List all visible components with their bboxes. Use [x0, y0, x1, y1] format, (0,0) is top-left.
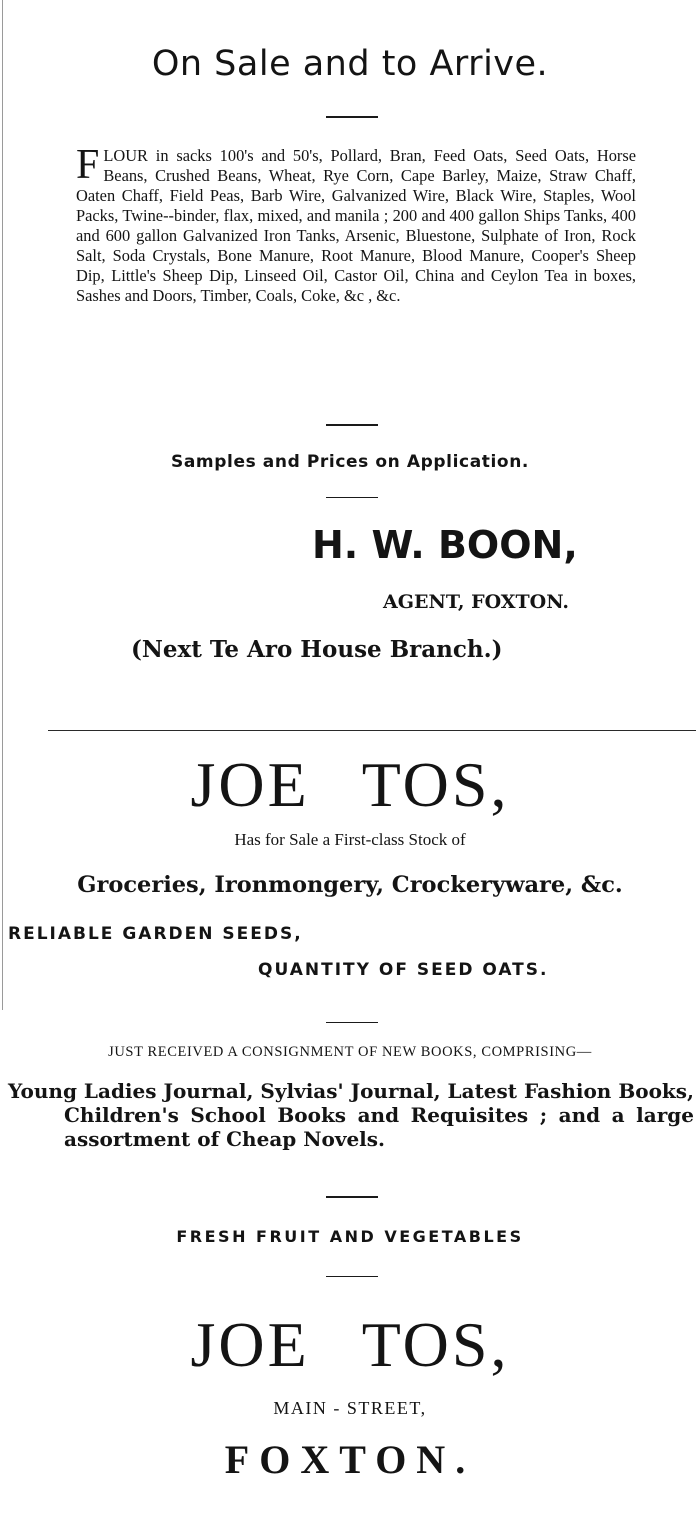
section-separator-rule — [48, 730, 696, 731]
seed-oats-line: QUANTITY OF SEED OATS. — [258, 960, 549, 980]
advert-body-text — [76, 142, 636, 306]
stock-intro: Has for Sale a First-class Stock of — [234, 830, 466, 849]
footer-shop-name-last: TOS, — [361, 1309, 510, 1380]
fruit-vegetables-line: FRESH FRUIT AND VEGETABLES — [176, 1227, 524, 1246]
divider-rule — [326, 1276, 378, 1277]
merchant-name: H. W. BOON, — [312, 523, 578, 567]
divider-rule — [326, 497, 378, 498]
footer-shop-name — [0, 1308, 700, 1382]
divider-rule — [326, 116, 378, 118]
advert-headline: On Sale and to Arrive. — [151, 44, 549, 84]
town-name: FOXTON. — [224, 1437, 476, 1482]
samples-line: Samples and Prices on Application. — [171, 452, 529, 472]
merchant-role: AGENT, FOXTON. — [383, 591, 570, 613]
footer-shop-name-first: JOE — [190, 1309, 310, 1380]
location-note: (Next Te Aro House Branch.) — [131, 636, 503, 663]
garden-seeds-line: RELIABLE GARDEN SEEDS, — [8, 924, 303, 944]
drop-cap: F — [76, 142, 100, 188]
books-intro: JUST RECEIVED A CONSIGNMENT OF NEW BOOKS, COMPRISING— — [108, 1044, 592, 1060]
product-list: LOUR in sacks 100's and 50's, Pollard, Bran, Feed Oats, Seed Oats, Horse Beans, Crushed Beans, Wheat, Rye Corn, Cape Barley, Maize, Straw Chaff, Oaten Chaff, Field Peas, Barb Wire, Galvanized Wire, Black Wire, Staples, Wool Packs, Twine--binder, flax, mixed, and manila ; 200 and 400 gallon Ships Tanks, 400 and 600 gallon Galvanized Iron Tanks, Arsenic, Bluestone, Sulphate of Iron, Rock Salt, Soda Crystals, Bone Manure, Root Manure, Blood Manure, Cooper's Sheep Dip, Little's Sheep Dip, Linseed Oil, Castor Oil, China and Ceylon Tea in boxes, Sashes and Doors, Timber, Coals, Coke, &c , &c. — [76, 146, 636, 305]
divider-rule — [326, 424, 378, 426]
street-address: MAIN - STREET, — [273, 1398, 427, 1418]
shop-name-first: JOE — [190, 749, 310, 820]
shop-name-last: TOS, — [361, 749, 510, 820]
books-list: Young Ladies Journal, Sylvias' Journal, Latest Fashion Books, Children's School Books and Requisites ; and a large assortment of Cheap Novels. — [8, 1079, 694, 1151]
divider-rule — [326, 1022, 378, 1023]
shop-name — [0, 748, 700, 822]
goods-line: Groceries, Ironmongery, Crockeryware, &c. — [77, 872, 623, 898]
column-border-rule — [2, 0, 3, 1010]
divider-rule — [326, 1196, 378, 1198]
